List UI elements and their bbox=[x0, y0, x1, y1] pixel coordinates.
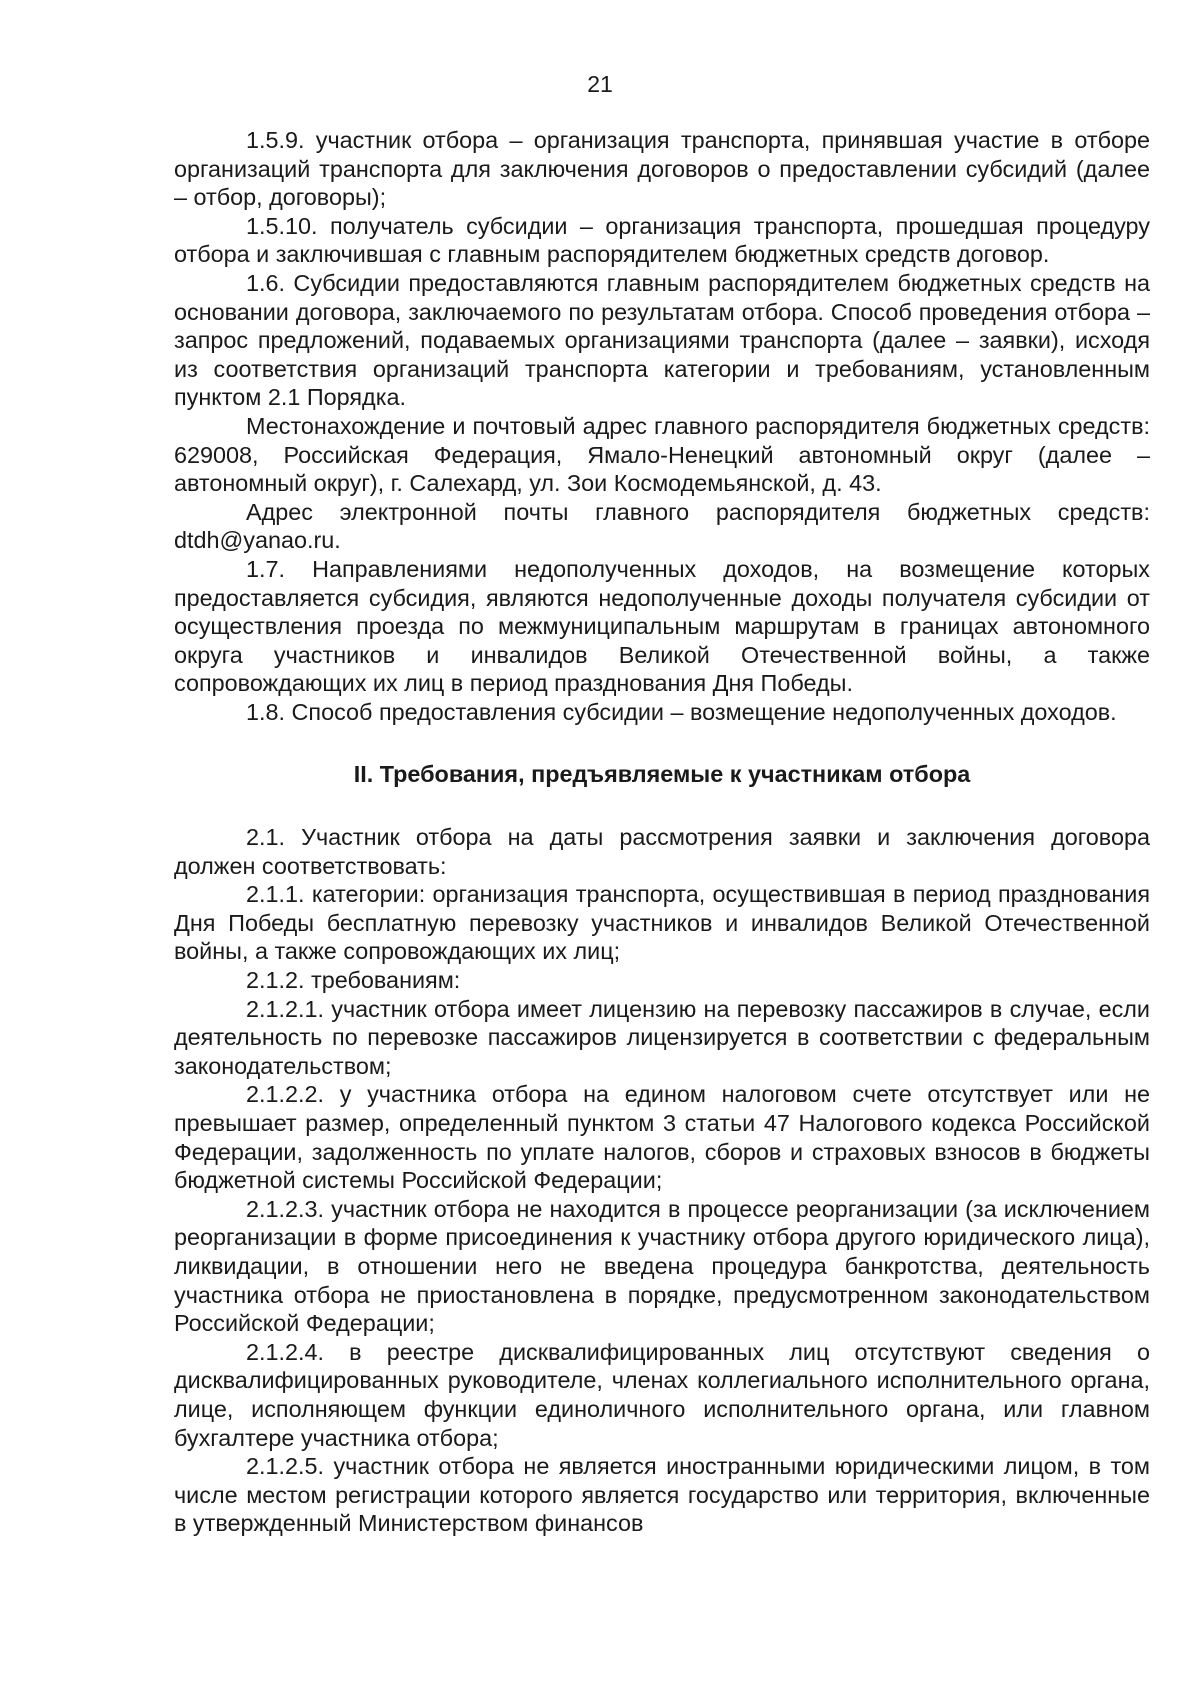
paragraph-1-5-10: 1.5.10. получатель субсидии – организация транспорта, прошедшая процедуру отбора и заключившая с главным распорядителем бюджетных средств договор. bbox=[174, 212, 1150, 268]
paragraph-1-7: 1.7. Направлениями недополученных доходов, на возмещение которых предоставляется субсидия, являются недополученные доходы получателя субсидии от осуществления проезда по межмуниципальным маршрутам в границах автономного округа участников и инвалидов Великой Отечественной войны, а также сопровождающих их лиц в период празднования Дня Победы. bbox=[174, 555, 1150, 697]
paragraph-2-1-2-5: 2.1.2.5. участник отбора не является иностранными юридическими лицом, в том числе местом регистрации которого является государство или территория, включенные в утвержденный Министерством финансов bbox=[174, 1453, 1150, 1537]
paragraph-1-8: 1.8. Способ предоставления субсидии – возмещение недополученных доходов. bbox=[246, 698, 1117, 725]
paragraph-2-1: 2.1. Участник отбора на даты рассмотрения заявки и заключения договора должен соответствовать: bbox=[174, 824, 1150, 879]
paragraph-2-1-2-2: 2.1.2.2. у участника отбора на едином налоговом счете отсутствует или не превышает размер, определенный пунктом 3 статьи 47 Налогового кодекса Российской Федерации, задолженность по уплате налогов, сборов и страховых взносов в бюджеты бюджетной системы Российской Федерации; bbox=[174, 1081, 1150, 1194]
page-number: 21 bbox=[587, 71, 613, 97]
paragraph-2-1-2-1: 2.1.2.1. участник отбора имеет лицензию на перевозку пассажиров в случае, если деятельность по перевозке пассажиров лицензируется в соответствии с федеральным законодательством; bbox=[174, 995, 1150, 1079]
section-heading: II. Требования, предъявляемые к участникам отбора bbox=[353, 761, 971, 788]
paragraph-email: Адрес электронной почты главного распорядителя бюджетных средств: dtdh@yanao.ru. bbox=[174, 498, 1150, 554]
paragraph-2-1-1: 2.1.1. категории: организация транспорта, осуществившая в период празднования Дня Победы бесплатную перевозку участников и инвалидов Великой Отечественной войны, а также сопровождающих их лиц; bbox=[174, 881, 1150, 965]
paragraph-address: Местонахождение и почтовый адрес главного распорядителя бюджетных средств: 629008, Российская Федерация, Ямало-Ненецкий автономный округ (далее – автономный округ), г. Салехард, ул. Зои Космодемьянской, д. 43. bbox=[174, 412, 1150, 497]
paragraph-1-6: 1.6. Субсидии предоставляются главным распорядителем бюджетных средств на основании договора, заключаемого по результатам отбора. Способ проведения отбора – запрос предложений, подаваемых организациями транспорта (далее – заявки), исходя из соответствия организаций транспорта категории и требованиям, установленным пунктом 2.1 Порядка. bbox=[174, 269, 1150, 411]
paragraph-2-1-2-3: 2.1.2.3. участник отбора не находится в процессе реорганизации (за исключением реорганизации в форме присоединения к участнику отбора другого юридического лица), ликвидации, в отношении него не введена процедура банкротства, деятельность участника отбора не приостановлена в порядке, предусмотренном законодательством Российской Федерации; bbox=[174, 1195, 1150, 1337]
document-body bbox=[174, 126, 1150, 1538]
paragraph-2-1-2: 2.1.2. требованиям: bbox=[246, 967, 461, 994]
paragraph-1-5-9: 1.5.9. участник отбора – организация транспорта, принявшая участие в отборе организаций транспорта для заключения договоров о предоставлении субсидий (далее – отбор, договоры); bbox=[174, 127, 1150, 211]
paragraph-2-1-2-4: 2.1.2.4. в реестре дисквалифицированных лиц отсутствуют сведения о дисквалифицированных руководителе, членах коллегиального исполнительного органа, лице, исполняющем функции единоличного исполнительного органа, или главном бухгалтере участника отбора; bbox=[174, 1338, 1150, 1451]
